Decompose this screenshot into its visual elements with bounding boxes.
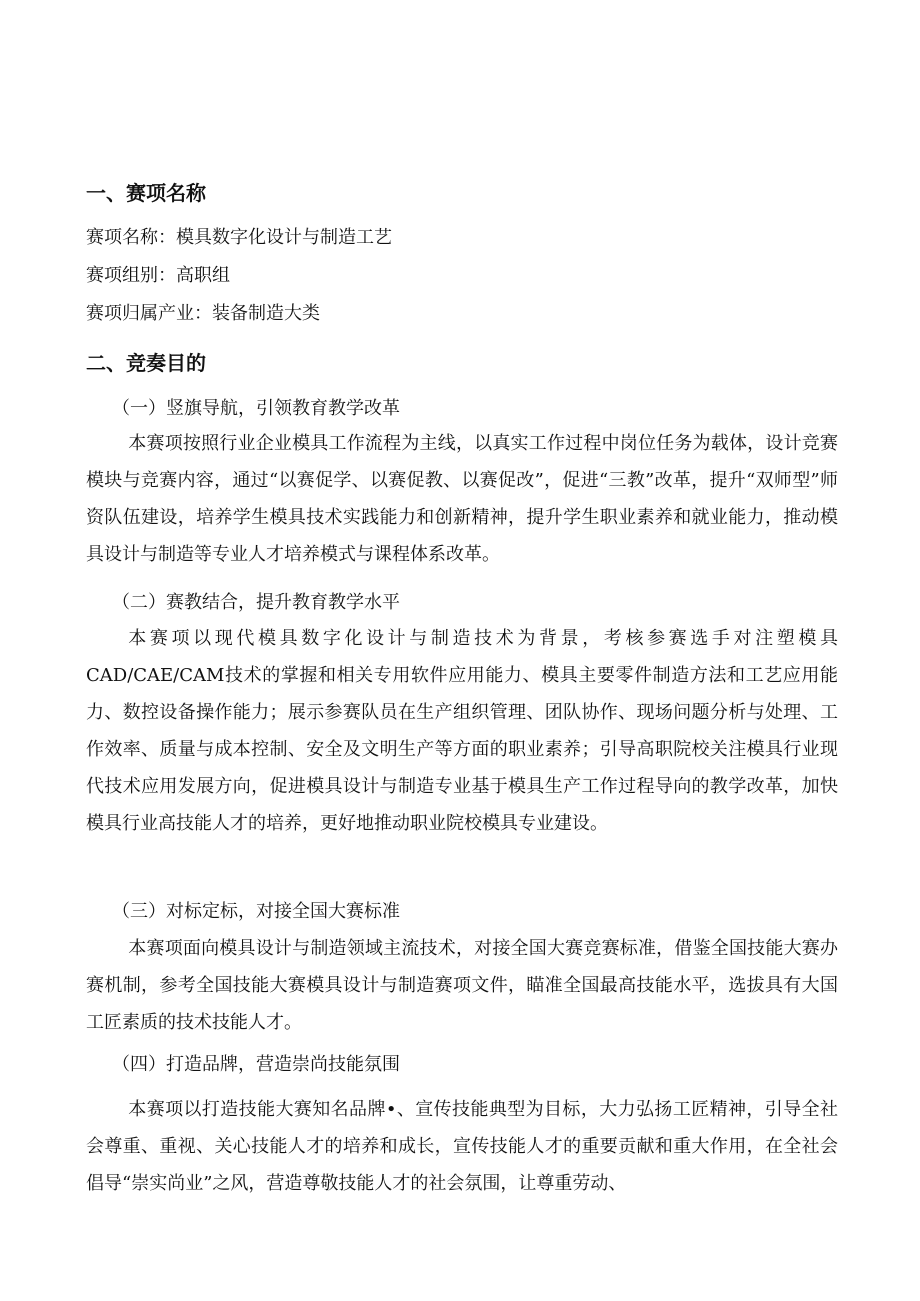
subsection-2-title: （二）赛教结合，提升教育教学水平: [112, 592, 400, 613]
competition-name-line: 赛项名称：模具数字化设计与制造工艺: [86, 227, 392, 248]
subsection-4-title: （四）打造品牌，营造崇尚技能氛围: [112, 1054, 400, 1075]
subsection-4-paragraph: 本赛项以打造技能大赛知名品牌•、宣传技能典型为目标，大力弘扬工匠精神，引导全社会尊重、重视、关心技能人才的培养和成长，宣传技能人才的重要贡献和重大作用，在全社会倡导“崇实尚业”之风，营造尊敬技能人才的社会氛围，让尊重劳动、: [86, 1099, 838, 1194]
competition-industry-line: 赛项归属产业：装备制造大类: [86, 303, 320, 324]
section-2-heading: 二、竞奏目的: [86, 351, 206, 375]
subsection-1-title: （一）竖旗导航，引领教育教学改革: [112, 398, 400, 419]
subsection-1-paragraph: 本赛项按照行业企业模具工作流程为主线，以真实工作过程中岗位任务为载体，设计竞赛模块与竞赛内容，通过“以赛促学、以赛促教、以赛促改”，促进“三教”改革，提升“双师型”师资队伍建设，培养学生模具技术实践能力和创新精神，提升学生职业素养和就业能力，推动模具设计与制造等专业人才培养模式与课程体系改革。: [86, 433, 838, 565]
subsection-2-paragraph: 本赛项以现代模具数字化设计与制造技术为背景，考核参赛选手对注塑模具CAD/CAE/CAM技术的掌握和相关专用软件应用能力、模具主要零件制造方法和工艺应用能力、数控设备操作能力；展示参赛队员在生产组织管理、团队协作、现场问题分析与处理、工作效率、质量与成本控制、安全及文明生产等方面的职业素养；引导高职院校关注模具行业现代技术应用发展方向，促进模具设计与制造专业基于模具生产工作过程导向的教学改革，加快模具行业高技能人才的培养，更好地推动职业院校模具专业建设。: [86, 628, 838, 834]
subsection-3-title: （三）对标定标，对接全国大赛标准: [112, 901, 400, 922]
section-1-heading: 一、赛项名称: [86, 181, 206, 205]
competition-group-line: 赛项组别：高职组: [86, 265, 230, 286]
subsection-3-paragraph: 本赛项面向模具设计与制造领域主流技术，对接全国大赛竞赛标准，借鉴全国技能大赛办赛机制，参考全国技能大赛模具设计与制造赛项文件，瞄准全国最高技能水平，选拔具有大国工匠素质的技术技能人才。: [86, 938, 838, 1033]
